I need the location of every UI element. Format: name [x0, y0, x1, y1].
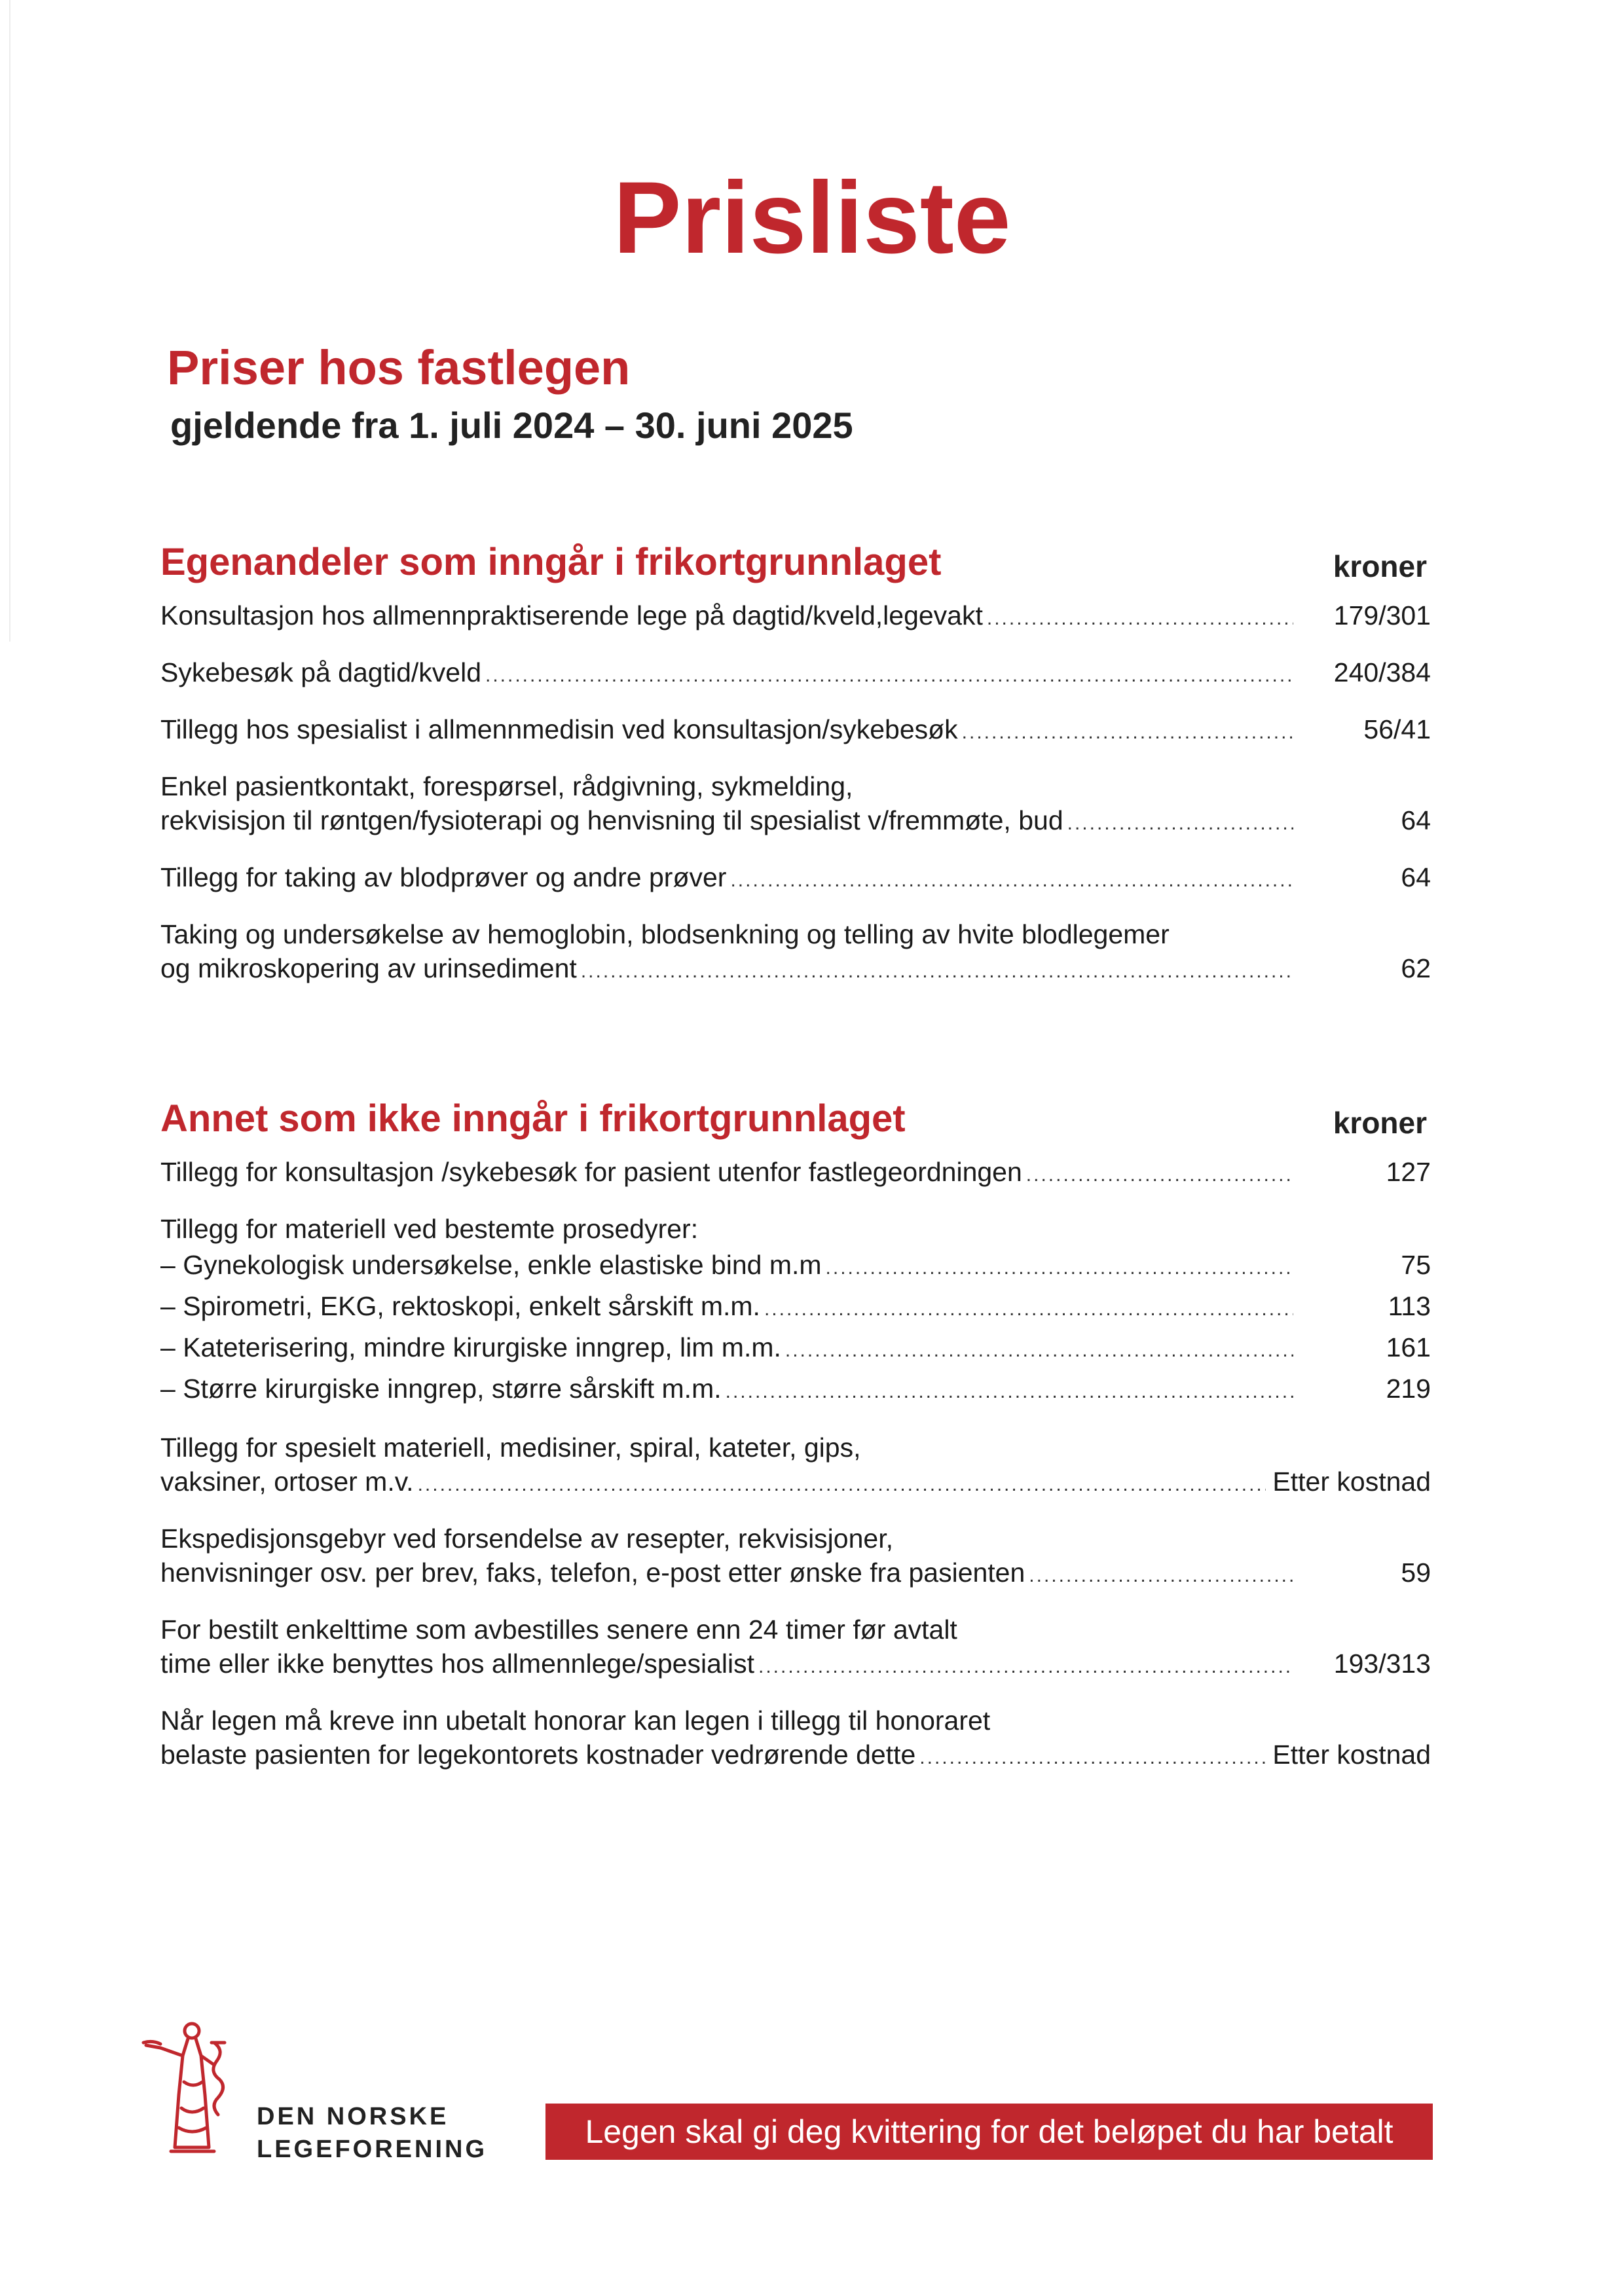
subtitle: Priser hos fastlegen	[167, 340, 631, 395]
list-item	[160, 1704, 1431, 1775]
item-text: Ekspedisjonsgebyr ved forsendelse av resepter, rekvisisjoner,	[160, 1523, 893, 1554]
dot-leader	[1067, 807, 1293, 841]
item-text: Tillegg for materiell ved bestemte prosedyrer:	[160, 1214, 699, 1244]
sub-item-price: 219	[1386, 1374, 1431, 1404]
dot-leader	[1029, 1559, 1293, 1593]
item-text: og mikroskopering av urinsediment	[160, 953, 577, 983]
dot-leader	[730, 864, 1293, 898]
dot-leader	[418, 1468, 1266, 1502]
sub-item-price: 75	[1401, 1250, 1431, 1280]
unit-label: kroner	[1333, 1106, 1427, 1140]
dot-leader	[785, 1332, 1293, 1370]
page-title: Prisliste	[613, 161, 1011, 275]
item-text: Tillegg hos spesialist i allmennmedisin ved konsultasjon/sykebesøk	[160, 714, 958, 744]
dot-leader	[581, 955, 1293, 989]
organization-name	[257, 2100, 487, 2166]
item-text: Taking og undersøkelse av hemoglobin, blodsenkning og telling av hvite blodlegemer	[160, 919, 1170, 949]
item-text: henvisninger osv. per brev, faks, telefon, e-post etter ønske fra pasienten	[160, 1558, 1025, 1588]
item-text: time eller ikke benyttes hos allmennlege/spesialist	[160, 1649, 755, 1679]
item-text: rekvisisjon til røntgen/fysioterapi og henvisning til spesialist v/fremmøte, bud	[160, 805, 1063, 835]
dot-leader	[987, 602, 1293, 636]
dot-leader	[764, 1290, 1293, 1328]
dot-leader	[485, 659, 1293, 693]
org-line-2: LEGEFORENING	[257, 2136, 488, 2163]
list-item	[160, 1522, 1431, 1593]
item-text: Enkel pasientkontakt, forespørsel, rådgivning, sykmelding,	[160, 771, 853, 801]
item-price: 240/384	[1333, 657, 1431, 687]
unit-label: kroner	[1333, 549, 1427, 583]
dot-leader	[962, 716, 1293, 750]
list-item	[160, 1155, 1431, 1192]
dot-leader	[758, 1650, 1293, 1684]
list-item	[160, 655, 1431, 693]
section-title: Annet som ikke inngår i frikortgrunnlaget	[160, 1097, 906, 1140]
section-egenandeler	[160, 543, 1431, 989]
item-price: 179/301	[1333, 600, 1431, 630]
item-price: 64	[1401, 805, 1431, 835]
list-item	[160, 917, 1431, 989]
sub-item-text: – Kateterisering, mindre kirurgiske inngrep, lim m.m.	[160, 1332, 781, 1362]
list-item	[160, 598, 1431, 636]
item-text: Konsultasjon hos allmennpraktiserende lege på dagtid/kveld,legevakt	[160, 600, 983, 630]
list-item	[160, 1212, 1431, 1411]
sub-item-text: – Større kirurgiske inngrep, større sårskift m.m.	[160, 1374, 722, 1404]
asclepius-statue-icon	[141, 2016, 239, 2160]
sub-item-price: 113	[1388, 1291, 1431, 1321]
receipt-notice-banner: Legen skal gi deg kvittering for det beløpet du har betalt	[545, 2104, 1433, 2160]
item-price: 59	[1401, 1558, 1431, 1588]
item-price: 62	[1401, 953, 1431, 983]
sub-item-price: 161	[1386, 1332, 1431, 1362]
item-text: Tillegg for konsultasjon /sykebesøk for pasient utenfor fastlegeordningen	[160, 1157, 1022, 1187]
item-text: For bestilt enkelttime som avbestilles senere enn 24 timer før avtalt	[160, 1614, 957, 1645]
section-title: Egenandeler som inngår i frikortgrunnlaget	[160, 541, 942, 583]
sub-item-text: – Spirometri, EKG, rektoskopi, enkelt sårskift m.m.	[160, 1291, 760, 1321]
item-price: 127	[1386, 1157, 1431, 1187]
dot-leader	[919, 1741, 1266, 1775]
item-text: Tillegg for taking av blodprøver og andre prøver	[160, 862, 727, 892]
org-line-1: DEN NORSKE	[257, 2103, 449, 2130]
item-text: vaksiner, ortoser m.v.	[160, 1467, 414, 1497]
dot-leader	[726, 1373, 1293, 1411]
section-annet	[160, 1097, 1431, 1775]
scan-edge-line	[9, 0, 10, 642]
list-item	[160, 1430, 1431, 1502]
item-text: belaste pasienten for legekontorets kostnader vedrørende dette	[160, 1740, 916, 1770]
dot-leader	[826, 1249, 1293, 1287]
list-item	[160, 769, 1431, 841]
item-text: Sykebesøk på dagtid/kveld	[160, 657, 481, 687]
item-text: Når legen må kreve inn ubetalt honorar kan legen i tillegg til honoraret	[160, 1705, 991, 1736]
dot-leader	[1026, 1158, 1293, 1192]
validity-period: gjeldende fra 1. juli 2024 – 30. juni 2025	[170, 405, 853, 446]
sub-item-text: – Gynekologisk undersøkelse, enkle elastiske bind m.m	[160, 1250, 822, 1280]
list-item	[160, 860, 1431, 898]
item-price: 64	[1401, 862, 1431, 892]
item-price: Etter kostnad	[1272, 1467, 1431, 1497]
list-item	[160, 712, 1431, 750]
item-price: 193/313	[1333, 1649, 1431, 1679]
list-item	[160, 1613, 1431, 1684]
item-text: Tillegg for spesielt materiell, medisiner, spiral, kateter, gips,	[160, 1432, 861, 1463]
item-price: 56/41	[1363, 714, 1431, 744]
item-price: Etter kostnad	[1272, 1740, 1431, 1770]
